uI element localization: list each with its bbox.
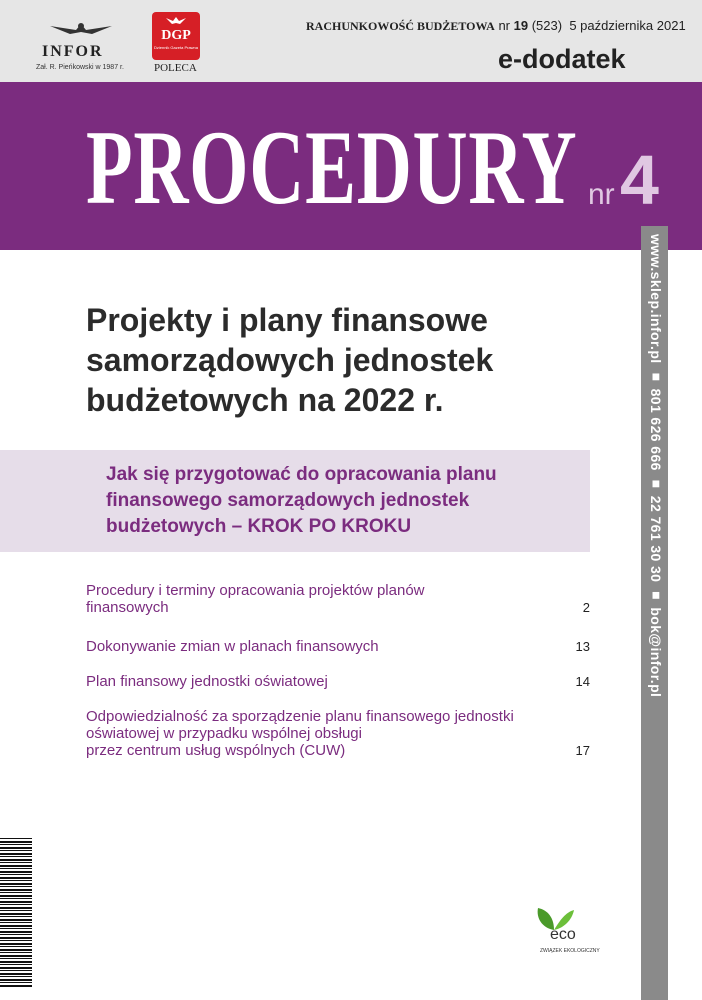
eco-logo [532,904,602,964]
issue-total: (523) [531,18,563,33]
dgp-recommends: POLECA [154,62,197,74]
issue-date: 5 października 2021 [569,18,686,33]
toc-item-page: 14 [575,674,590,689]
toc-item-title: Dokonywanie zmian w planach finansowych [86,638,379,655]
toc-item-last-line [86,673,590,690]
eco-subtitle: ZWIĄZEK EKOLOGICZNY [540,948,600,954]
banner-nr-label: nr [588,178,615,211]
toc-item-title: Plan finansowy jednostki oświatowej [86,673,328,690]
infor-logo [36,20,132,76]
toc-item[interactable] [86,673,590,690]
contact-text[interactable]: www.sklep.infor.pl ■ 801 626 666 ■ 22 761 30 30 ■ bok@infor.pl [648,234,664,698]
dgp-fullname: Dziennik Gazeta Prawna [153,45,199,50]
toc-item[interactable] [86,582,590,616]
issue-prefix: nr [498,18,510,33]
toc-item-last-line [86,742,590,759]
dgp-badge [152,12,200,60]
issue-line [306,18,686,34]
dgp-logo [150,12,206,76]
banner-nr-value: 4 [620,141,659,219]
top-header-bar [0,0,702,82]
eco-wordmark: eco [550,926,576,943]
toc-item-last-line [86,638,590,655]
dgp-eagle-icon [166,15,186,27]
toc-item-first-line: Odpowiedzialność za sporządzenie planu finansowego jednostki oświatowej w przypadku wspólnej obsługi [86,708,514,742]
series-name: RACHUNKOWOŚĆ BUDŻETOWA [306,19,495,33]
issue-number: 19 [513,18,529,33]
toc-item[interactable] [86,638,590,655]
toc-item-page: 2 [582,600,590,615]
page-title: Projekty i plany finansowe samorządowych jednostek budżetowych na 2022 r. [86,302,494,418]
toc-item-first-line: Procedury i terminy opracowania projektów planów [86,582,425,599]
toc-item-last-line [86,599,590,616]
table-of-contents [86,582,590,777]
infor-subtitle: Zał. R. Pieńkowski w 1987 r. [36,64,124,71]
toc-item-page: 13 [575,639,590,654]
toc-item-title: przez centrum usług wspólnych (CUW) [86,742,346,759]
supplement-label: e-dodatek [498,44,626,74]
barcode [0,838,32,988]
page-subtitle: Jak się przygotować do opracowania planu finansowego samorządowych jednostek budżetowych – KROK PO KROKU [106,464,497,537]
toc-item[interactable] [86,708,590,759]
eagle-icon [46,20,116,44]
toc-item-title: finansowych [86,599,169,616]
toc-item-page: 17 [575,743,590,758]
infor-wordmark: INFOR [42,43,104,60]
banner-title: PROCEDURY [86,109,578,226]
dgp-letters: DGP [161,28,191,43]
